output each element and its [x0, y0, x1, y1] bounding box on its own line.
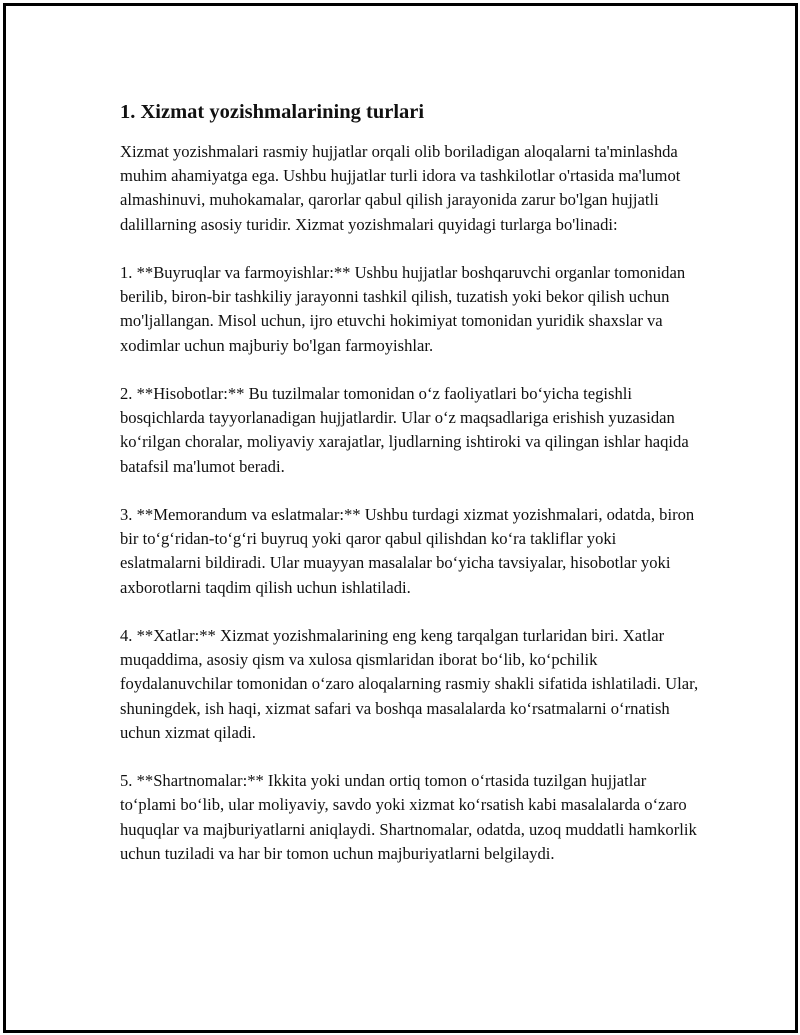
paragraph-memorandum: 3. **Memorandum va eslatmalar:** Ushbu turdagi xizmat yozishmalari, odatda, biron bir to‘g‘ridan-to‘g‘ri buyruq yoki qaror qabul qilishdan ko‘ra takliflar yoki eslatmalarni bildiradi. Ular muayyan masalalar bo‘yicha tavsiyalar, hisobotlar yoki axborotlarni taqdim qilish uchun ishlatiladi.	[120, 505, 695, 597]
paragraph-hisobotlar: 2. **Hisobotlar:** Bu tuzilmalar tomonidan o‘z faoliyatlari bo‘yicha tegishli bosqichlarda tayyorlanadigan hujjatlardir. Ular o‘z maqsadlariga erishish yuzasidan ko‘rilgan choralar, moliyaviy xarajatlar, ljudlarning ishtiroki va qilingan ishlar haqida batafsil ma'lumot beradi.	[120, 384, 689, 476]
page-frame	[3, 3, 798, 1033]
section-heading: 1. Xizmat yozishmalarining turlari	[120, 101, 425, 123]
paragraph-shartnomalar: 5. **Shartnomalar:** Ikkita yoki undan ortiq tomon o‘rtasida tuzilgan hujjatlar to‘plami bo‘lib, ular moliyaviy, savdo yoki xizmat ko‘rsatish kabi masalalarda o‘zaro huquqlar va majburiyatlarni aniqlaydi. Shartnomalar, odatda, uzoq muddatli hamkorlik uchun tuziladi va har bir tomon uchun majburiyatlarni belgilaydi.	[120, 771, 697, 863]
intro-paragraph: Xizmat yozishmalari rasmiy hujjatlar orqali olib boriladigan aloqalarni ta'minlashda muhim ahamiyatga ega. Ushbu hujjatlar turli idora va tashkilotlar o'rtasida ma'lumot almashinuvi, muhokamalar, qarorlar qabul qilish jarayonida zarur bo'lgan hujjatli dalillarning asosiy turidir. Xizmat yozishmalari quyidagi turlarga bo'linadi:	[120, 142, 681, 234]
document-body	[120, 98, 700, 890]
paragraph-buyruqlar: 1. **Buyruqlar va farmoyishlar:** Ushbu hujjatlar boshqaruvchi organlar tomonidan berilib, biron-bir tashkiliy jarayonni tashkil qilish, tuzatish yoki bekor qilish uchun mo'ljallangan. Misol uchun, ijro etuvchi hokimiyat tomonidan yuridik shaxslar va xodimlar uchun majburiy bo'lgan farmoyishlar.	[120, 263, 686, 355]
paragraph-xatlar: 4. **Xatlar:** Xizmat yozishmalarining eng keng tarqalgan turlaridan biri. Xatlar muqaddima, asosiy qism va xulosa qismlaridan iborat bo‘lib, ko‘pchilik foydalanuvchilar tomonidan o‘zaro aloqalarning rasmiy shakli sifatida ishlatiladi. Ular, shuningdek, ish haqi, xizmat safari va boshqa masalalarda ko‘rsatmalarni o‘rnatish uchun xizmat qiladi.	[120, 626, 699, 742]
